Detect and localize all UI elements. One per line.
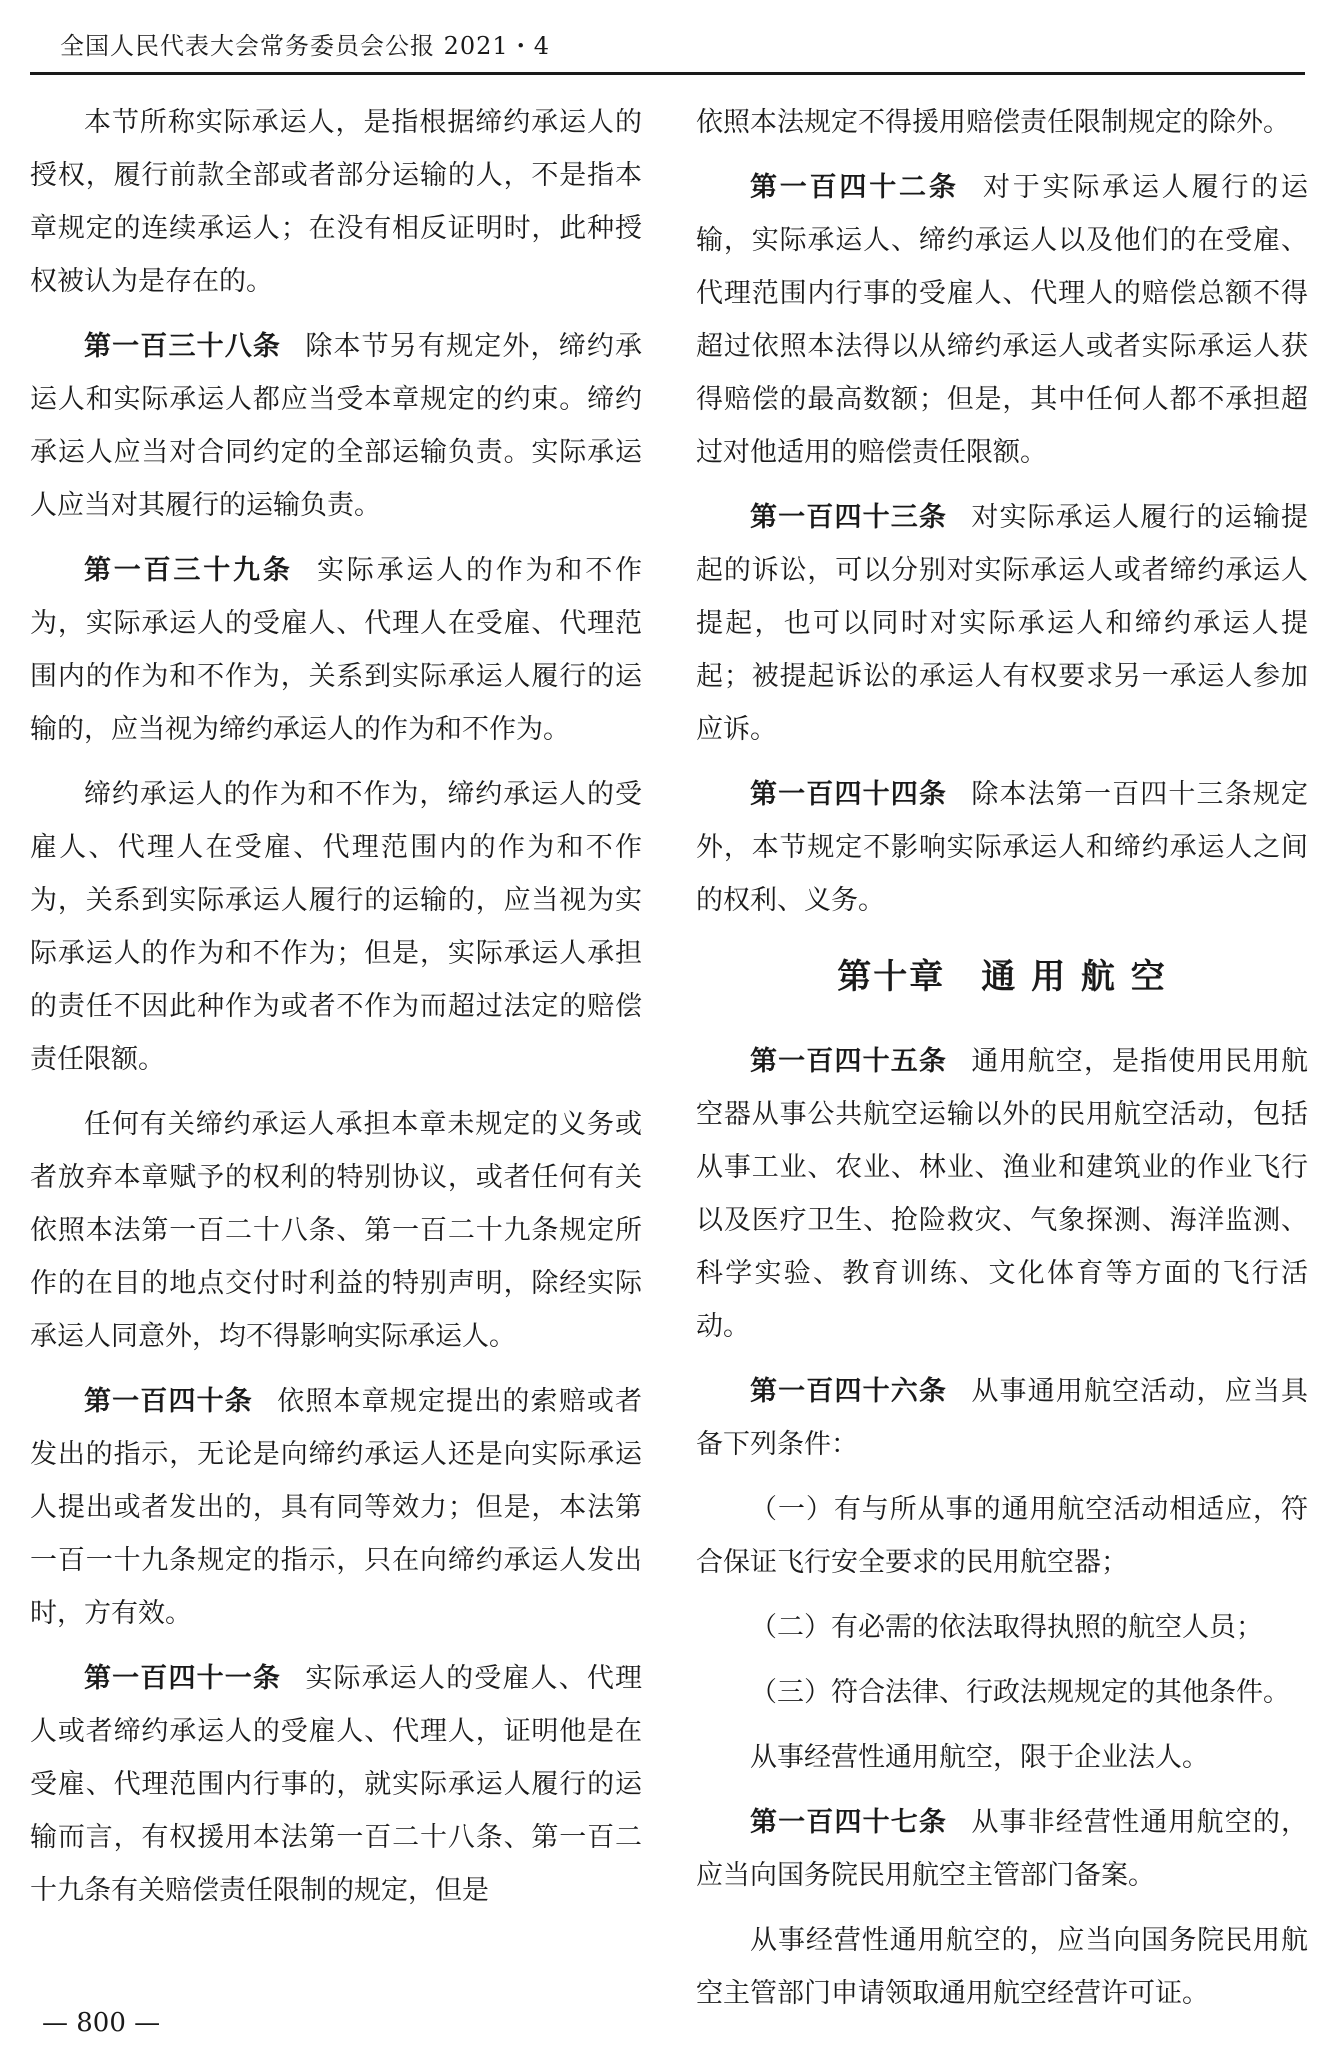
paragraph-text: 任何有关缔约承运人承担本章未规定的义务或者放弃本章赋予的权利的特别协议，或者任何有关依照本法第一百二十八条、第一百二十九条规定所作的在目的地点交付时利益的特别声明，除经实际承运人同意外，均不得影响实际承运人。 (30, 1109, 642, 1352)
paragraph (30, 1098, 642, 1363)
paragraph (696, 1731, 1308, 1784)
paragraph-text: 从事经营性通用航空的，应当向国务院民用航空主管部门申请领取通用航空经营许可证。 (696, 1925, 1308, 2009)
article-number: 第一百三十八条 (84, 331, 282, 362)
paragraph-text: 缔约承运人的作为和不作为，缔约承运人的受雇人、代理人在受雇、代理范围内的作为和不作为，关系到实际承运人履行的运输的，应当视为实际承运人的作为和不作为；但是，实际承运人承担的责任不因此种作为或者不作为而超过法定的赔偿责任限额。 (30, 779, 642, 1075)
paragraph (696, 96, 1308, 149)
left-column (30, 96, 642, 1929)
paragraph-text: 对实际承运人履行的运输提起的诉讼，可以分别对实际承运人或者缔约承运人提起，也可以同时对实际承运人和缔约承运人提起；被提起诉讼的承运人有权要求另一承运人参加应诉。 (696, 502, 1309, 745)
article-paragraph (30, 1375, 642, 1640)
article-paragraph (30, 320, 642, 532)
paragraph-text: （三）符合法律、行政法规规定的其他条件。 (750, 1677, 1290, 1708)
article-paragraph (696, 161, 1308, 479)
article-number: 第一百四十二条 (750, 172, 959, 203)
paragraph-text: 从事通用航空活动，应当具备下列条件： (696, 1376, 1309, 1460)
article-number: 第一百三十九条 (84, 555, 293, 586)
article-paragraph (696, 1796, 1308, 1902)
paragraph-text: 依照本法规定不得援用赔偿责任限制规定的除外。 (696, 107, 1290, 138)
article-number: 第一百四十一条 (84, 1663, 282, 1694)
chapter-heading: 第十章 通 用 航 空 (837, 957, 1167, 997)
paragraph (30, 96, 642, 308)
article-paragraph (696, 491, 1308, 756)
paragraph-text: 依照本章规定提出的索赔或者发出的指示，无论是向缔约承运人还是向实际承运人提出或者发出的，具有同等效力；但是，本法第一百一十九条规定的指示，只在向缔约承运人发出时，方有效。 (30, 1386, 643, 1629)
article-number: 第一百四十五条 (750, 1046, 948, 1077)
paragraph-text: 本节所称实际承运人，是指根据缔约承运人的授权，履行前款全部或者部分运输的人，不是指本章规定的连续承运人；在没有相反证明时，此种授权被认为是存在的。 (30, 107, 642, 297)
article-paragraph (696, 1035, 1308, 1353)
article-number: 第一百四十四条 (750, 779, 948, 810)
paragraph-text: 从事经营性通用航空，限于企业法人。 (750, 1742, 1209, 1773)
page-number: — 800 — (42, 2008, 161, 2038)
article-paragraph (696, 1365, 1308, 1471)
article-paragraph (696, 768, 1308, 927)
paragraph-text: （二）有必需的依法取得执照的航空人员； (750, 1612, 1263, 1643)
paragraph-text: 实际承运人的作为和不作为，实际承运人的受雇人、代理人在受雇、代理范围内的作为和不作为，关系到实际承运人履行的运输的，应当视为缔约承运人的作为和不作为。 (30, 555, 643, 745)
article-number: 第一百四十七条 (750, 1807, 948, 1838)
paragraph (696, 1601, 1308, 1654)
right-column-lower (696, 1035, 1308, 2020)
paragraph-text: 从事非经营性通用航空的，应当向国务院民用航空主管部门备案。 (696, 1807, 1309, 1891)
article-paragraph (30, 544, 642, 756)
article-number: 第一百四十六条 (750, 1376, 948, 1407)
paragraph (696, 1483, 1308, 1589)
paragraph-text: 对于实际承运人履行的运输，实际承运人、缔约承运人以及他们的在受雇、代理范围内行事的受雇人、代理人的赔偿总额不得超过依照本法得以从缔约承运人或者实际承运人获得赔偿的最高数额；但是，其中任何人都不承担超过对他适用的赔偿责任限额。 (696, 172, 1309, 468)
paragraph-text: 通用航空，是指使用民用航空器从事公共航空运输以外的民用航空活动，包括从事工业、农业、林业、渔业和建筑业的作业飞行以及医疗卫生、抢险救灾、气象探测、海洋监测、科学实验、教育训练、文化体育等方面的飞行活动。 (696, 1046, 1309, 1342)
paragraph-text: 实际承运人的受雇人、代理人或者缔约承运人的受雇人、代理人，证明他是在受雇、代理范围内行事的，就实际承运人履行的运输而言，有权援用本法第一百二十八条、第一百二十九条有关赔偿责任限制的规定，但是 (30, 1663, 643, 1906)
article-number: 第一百四十三条 (750, 502, 948, 533)
right-column (696, 96, 1308, 2032)
paragraph-text: 除本法第一百四十三条规定外，本节规定不影响实际承运人和缔约承运人之间的权利、义务。 (696, 779, 1309, 916)
paragraph (30, 768, 642, 1086)
paragraph-text: 除本节另有规定外，缔约承运人和实际承运人都应当受本章规定的约束。缔约承运人应当对合同约定的全部运输负责。实际承运人应当对其履行的运输负责。 (30, 331, 643, 521)
article-paragraph (30, 1652, 642, 1917)
paragraph (696, 1666, 1308, 1719)
right-column-upper (696, 96, 1308, 927)
article-number: 第一百四十条 (84, 1386, 253, 1417)
paragraph-text: （一）有与所从事的通用航空活动相适应，符合保证飞行安全要求的民用航空器； (696, 1494, 1308, 1578)
gazette-title: 全国人民代表大会常务委员会公报 2021・4 (60, 32, 550, 60)
page-header (30, 24, 1305, 75)
paragraph (696, 1914, 1308, 2020)
